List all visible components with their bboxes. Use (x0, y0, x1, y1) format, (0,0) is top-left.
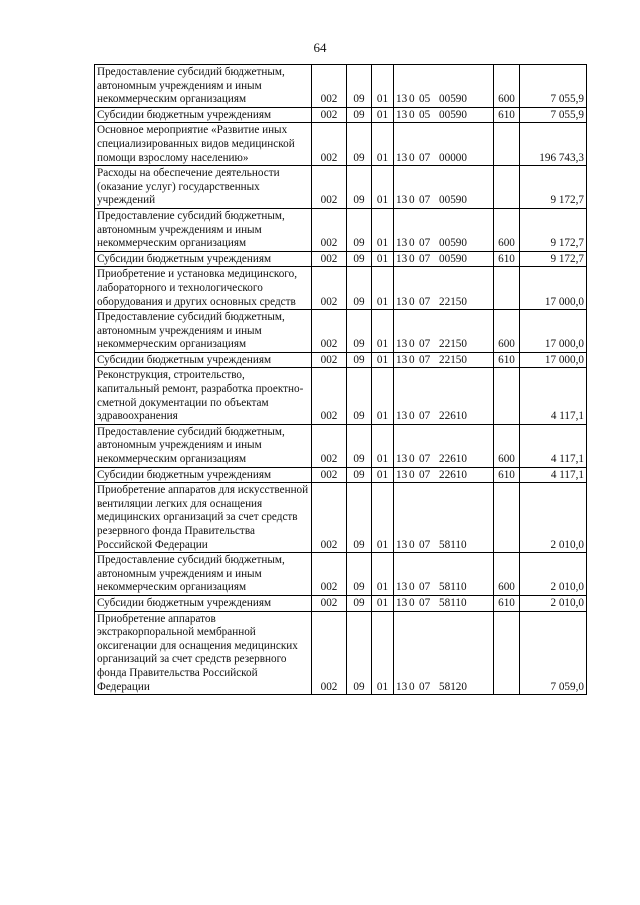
code-part-sub: 0 (409, 295, 415, 308)
code-part-event: 07 (419, 338, 431, 351)
ministry-code: 002 (312, 107, 347, 123)
row-name: Субсидии бюджетным учреждениям (95, 595, 312, 611)
section-code: 09 (347, 467, 372, 483)
target-article-code (394, 251, 494, 267)
code-part-event: 07 (419, 194, 431, 207)
section-code: 09 (347, 107, 372, 123)
subsection-code: 01 (372, 166, 394, 209)
target-article-code (394, 483, 494, 553)
code-part-event: 05 (419, 108, 431, 121)
subsection-code: 01 (372, 368, 394, 424)
code-part-program: 13 (396, 237, 408, 250)
amount: 17 000,0 (520, 352, 587, 368)
amount: 2 010,0 (520, 483, 587, 553)
ministry-code: 002 (312, 352, 347, 368)
target-article-code (394, 267, 494, 310)
code-part-program: 13 (396, 453, 408, 466)
code-part-program: 13 (396, 108, 408, 121)
expense-kind-code: 600 (494, 310, 520, 353)
target-article-code (394, 166, 494, 209)
code-part-sub: 0 (409, 194, 415, 207)
code-part-event: 05 (419, 93, 431, 106)
ministry-code: 002 (312, 424, 347, 467)
ministry-code: 002 (312, 251, 347, 267)
code-part-sub: 0 (409, 151, 415, 164)
code-part-direction: 58110 (439, 596, 467, 609)
ministry-code: 002 (312, 368, 347, 424)
code-part-program: 13 (396, 410, 408, 423)
code-part-sub: 0 (409, 353, 415, 366)
code-part-event: 07 (419, 468, 431, 481)
code-part-event: 07 (419, 453, 431, 466)
ministry-code: 002 (312, 208, 347, 251)
code-part-event: 07 (419, 353, 431, 366)
ministry-code: 002 (312, 483, 347, 553)
section-code: 09 (347, 65, 372, 108)
expense-kind-code: 600 (494, 553, 520, 596)
code-part-direction: 00590 (439, 93, 467, 106)
subsection-code: 01 (372, 267, 394, 310)
target-article-code (394, 65, 494, 108)
code-part-program: 13 (396, 538, 408, 551)
section-code: 09 (347, 595, 372, 611)
amount: 9 172,7 (520, 251, 587, 267)
code-part-direction: 22610 (439, 453, 467, 466)
target-article-code (394, 310, 494, 353)
row-name: Субсидии бюджетным учреждениям (95, 107, 312, 123)
table-row (95, 368, 587, 424)
code-part-program: 13 (396, 468, 408, 481)
subsection-code: 01 (372, 352, 394, 368)
amount: 196 743,3 (520, 123, 587, 166)
subsection-code: 01 (372, 310, 394, 353)
code-part-program: 13 (396, 581, 408, 594)
code-part-sub: 0 (409, 596, 415, 609)
section-code: 09 (347, 310, 372, 353)
section-code: 09 (347, 553, 372, 596)
code-part-event: 07 (419, 151, 431, 164)
table-row (95, 611, 587, 695)
subsection-code: 01 (372, 553, 394, 596)
table-row (95, 310, 587, 353)
subsection-code: 01 (372, 483, 394, 553)
target-article-code (394, 467, 494, 483)
target-article-code (394, 368, 494, 424)
code-part-direction: 58120 (439, 680, 467, 693)
target-article-code (394, 208, 494, 251)
subsection-code: 01 (372, 123, 394, 166)
amount: 2 010,0 (520, 595, 587, 611)
section-code: 09 (347, 166, 372, 209)
page-number: 64 (313, 40, 327, 55)
ministry-code: 002 (312, 467, 347, 483)
code-part-sub: 0 (409, 237, 415, 250)
section-code: 09 (347, 267, 372, 310)
amount: 2 010,0 (520, 553, 587, 596)
amount: 17 000,0 (520, 310, 587, 353)
code-part-program: 13 (396, 680, 408, 693)
row-name: Приобретение аппаратов для искусственной вентиляции легких для оснащения медицинских организаций за счет средств резервного фонда Правительства Российской Федерации (95, 483, 312, 553)
table-row (95, 65, 587, 108)
section-code: 09 (347, 251, 372, 267)
code-part-program: 13 (396, 151, 408, 164)
code-part-sub: 0 (409, 338, 415, 351)
section-code: 09 (347, 123, 372, 166)
ministry-code: 002 (312, 65, 347, 108)
code-part-sub: 0 (409, 538, 415, 551)
code-part-direction: 58110 (439, 581, 467, 594)
subsection-code: 01 (372, 595, 394, 611)
table-row (95, 123, 587, 166)
table-row (95, 208, 587, 251)
code-part-direction: 22610 (439, 410, 467, 423)
expense-kind-code (494, 267, 520, 310)
subsection-code: 01 (372, 611, 394, 695)
code-part-event: 07 (419, 295, 431, 308)
row-name: Субсидии бюджетным учреждениям (95, 352, 312, 368)
code-part-event: 07 (419, 410, 431, 423)
expense-kind-code: 610 (494, 352, 520, 368)
ministry-code: 002 (312, 553, 347, 596)
subsection-code: 01 (372, 208, 394, 251)
code-part-sub: 0 (409, 581, 415, 594)
target-article-code (394, 611, 494, 695)
code-part-direction: 58110 (439, 538, 467, 551)
table-row (95, 595, 587, 611)
code-part-program: 13 (396, 93, 408, 106)
subsection-code: 01 (372, 251, 394, 267)
budget-table-body (95, 65, 587, 695)
ministry-code: 002 (312, 310, 347, 353)
row-name: Предоставление субсидий бюджетным, автономным учреждениям и иным некоммерческим организациям (95, 553, 312, 596)
section-code: 09 (347, 208, 372, 251)
target-article-code (394, 107, 494, 123)
section-code: 09 (347, 424, 372, 467)
ministry-code: 002 (312, 123, 347, 166)
row-name: Приобретение и установка медицинского, лабораторного и технологического оборудования и других основных средств (95, 267, 312, 310)
expense-kind-code: 600 (494, 208, 520, 251)
target-article-code (394, 352, 494, 368)
code-part-program: 13 (396, 194, 408, 207)
subsection-code: 01 (372, 65, 394, 108)
ministry-code: 002 (312, 166, 347, 209)
row-name: Предоставление субсидий бюджетным, автономным учреждениям и иным некоммерческим организациям (95, 424, 312, 467)
amount: 7 055,9 (520, 65, 587, 108)
expense-kind-code (494, 123, 520, 166)
subsection-code: 01 (372, 424, 394, 467)
row-name: Субсидии бюджетным учреждениям (95, 467, 312, 483)
table-row (95, 424, 587, 467)
table-row (95, 166, 587, 209)
expense-kind-code: 610 (494, 467, 520, 483)
expense-kind-code: 610 (494, 595, 520, 611)
expense-kind-code: 600 (494, 65, 520, 108)
code-part-program: 13 (396, 596, 408, 609)
table-row (95, 553, 587, 596)
section-code: 09 (347, 352, 372, 368)
subsection-code: 01 (372, 107, 394, 123)
row-name: Реконструкция, строительство, капитальный ремонт, разработка проектно-сметной документации по объектам здравоохранения (95, 368, 312, 424)
subsection-code: 01 (372, 467, 394, 483)
row-name: Предоставление субсидий бюджетным, автономным учреждениям и иным некоммерческим организациям (95, 208, 312, 251)
code-part-direction: 00590 (439, 108, 467, 121)
code-part-direction: 00590 (439, 194, 467, 207)
code-part-sub: 0 (409, 93, 415, 106)
expense-kind-code (494, 611, 520, 695)
table-row (95, 483, 587, 553)
code-part-event: 07 (419, 680, 431, 693)
amount: 7 055,9 (520, 107, 587, 123)
amount: 17 000,0 (520, 267, 587, 310)
amount: 4 117,1 (520, 467, 587, 483)
expense-kind-code: 610 (494, 251, 520, 267)
code-part-program: 13 (396, 338, 408, 351)
amount: 9 172,7 (520, 208, 587, 251)
row-name: Предоставление субсидий бюджетным, автономным учреждениям и иным некоммерческим организациям (95, 65, 312, 108)
code-part-sub: 0 (409, 680, 415, 693)
code-part-direction: 00590 (439, 252, 467, 265)
table-row (95, 267, 587, 310)
section-code: 09 (347, 368, 372, 424)
expense-kind-code (494, 166, 520, 209)
code-part-direction: 22150 (439, 338, 467, 351)
code-part-program: 13 (396, 252, 408, 265)
row-name: Расходы на обеспечение деятельности (оказание услуг) государственных учреждений (95, 166, 312, 209)
code-part-event: 07 (419, 237, 431, 250)
code-part-direction: 00590 (439, 237, 467, 250)
amount: 7 059,0 (520, 611, 587, 695)
expense-kind-code (494, 368, 520, 424)
section-code: 09 (347, 611, 372, 695)
target-article-code (394, 424, 494, 467)
code-part-sub: 0 (409, 108, 415, 121)
table-row (95, 467, 587, 483)
table-row (95, 107, 587, 123)
target-article-code (394, 553, 494, 596)
ministry-code: 002 (312, 611, 347, 695)
ministry-code: 002 (312, 595, 347, 611)
code-part-program: 13 (396, 295, 408, 308)
amount: 4 117,1 (520, 424, 587, 467)
code-part-sub: 0 (409, 252, 415, 265)
code-part-direction: 22610 (439, 468, 467, 481)
code-part-sub: 0 (409, 453, 415, 466)
amount: 9 172,7 (520, 166, 587, 209)
code-part-direction: 22150 (439, 295, 467, 308)
code-part-event: 07 (419, 596, 431, 609)
row-name: Предоставление субсидий бюджетным, автономным учреждениям и иным некоммерческим организациям (95, 310, 312, 353)
expense-kind-code (494, 483, 520, 553)
row-name: Основное мероприятие «Развитие иных специализированных видов медицинской помощи взрослому населению» (95, 123, 312, 166)
code-part-program: 13 (396, 353, 408, 366)
code-part-event: 07 (419, 252, 431, 265)
ministry-code: 002 (312, 267, 347, 310)
expense-kind-code: 610 (494, 107, 520, 123)
code-part-sub: 0 (409, 410, 415, 423)
code-part-direction: 00000 (439, 151, 467, 164)
target-article-code (394, 595, 494, 611)
row-name: Субсидии бюджетным учреждениям (95, 251, 312, 267)
target-article-code (394, 123, 494, 166)
code-part-sub: 0 (409, 468, 415, 481)
table-row (95, 352, 587, 368)
budget-table (94, 64, 587, 695)
amount: 4 117,1 (520, 368, 587, 424)
code-part-direction: 22150 (439, 353, 467, 366)
table-row (95, 251, 587, 267)
expense-kind-code: 600 (494, 424, 520, 467)
row-name: Приобретение аппаратов экстракорпоральной мембранной оксигенации для оснащения медицинских организаций за счет средств резервного фонда Правительства Российской Федерации (95, 611, 312, 695)
code-part-event: 07 (419, 538, 431, 551)
code-part-event: 07 (419, 581, 431, 594)
section-code: 09 (347, 483, 372, 553)
